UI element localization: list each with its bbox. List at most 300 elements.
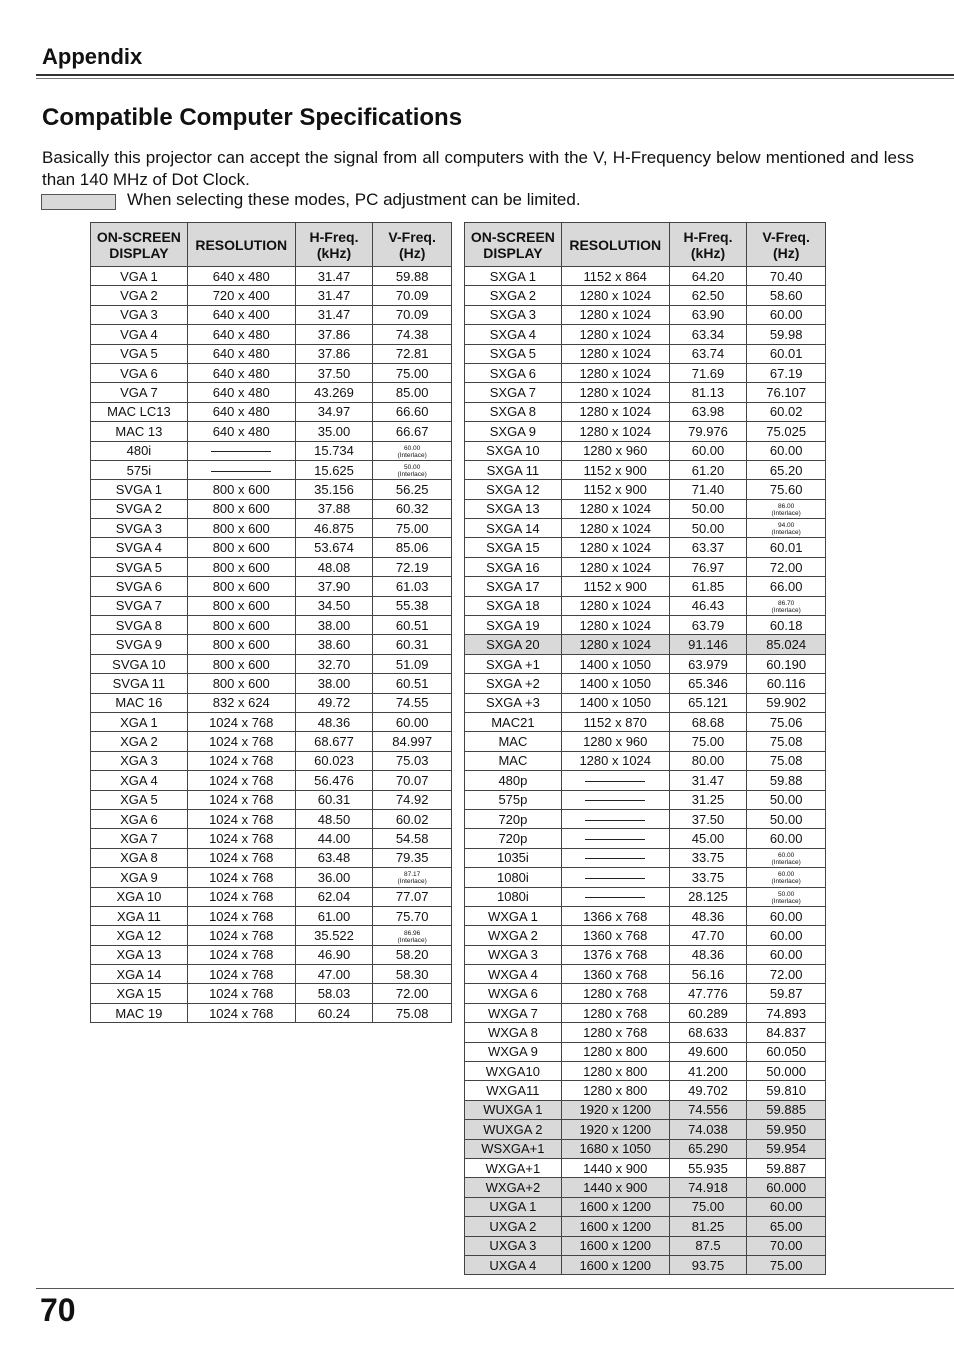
- hfreq-cell: 41.200: [669, 1062, 747, 1081]
- vfreq-cell: 74.92: [373, 790, 452, 809]
- display-cell: WXGA 6: [465, 984, 562, 1003]
- vfreq-cell: [373, 441, 452, 460]
- resolution-cell: [561, 809, 669, 828]
- table-row: [465, 829, 826, 848]
- legend-swatch: [41, 194, 116, 210]
- hfreq-cell: 64.20: [669, 267, 747, 286]
- section-heading: Appendix: [42, 44, 143, 69]
- display-cell: MAC 16: [91, 693, 188, 712]
- display-cell: XGA 3: [91, 751, 188, 770]
- hfreq-cell: 47.776: [669, 984, 747, 1003]
- vfreq-cell: 75.025: [747, 422, 826, 441]
- vfreq-cell: 79.35: [373, 848, 452, 867]
- table-row: [465, 1158, 826, 1177]
- resolution-cell: 1024 x 768: [187, 771, 295, 790]
- hfreq-cell: 48.08: [295, 557, 373, 576]
- display-cell: WXGA11: [465, 1081, 562, 1100]
- display-cell: XGA 12: [91, 926, 188, 945]
- hfreq-cell: 37.50: [669, 809, 747, 828]
- hfreq-cell: 45.00: [669, 829, 747, 848]
- hfreq-cell: 46.43: [669, 596, 747, 615]
- display-cell: 720p: [465, 829, 562, 848]
- hfreq-cell: 53.674: [295, 538, 373, 557]
- table-row: [465, 751, 826, 770]
- display-cell: XGA 14: [91, 965, 188, 984]
- vfreq-cell: 59.810: [747, 1081, 826, 1100]
- table-row: [465, 480, 826, 499]
- hfreq-cell: 44.00: [295, 829, 373, 848]
- table-row: [465, 1236, 826, 1255]
- legend-note: When selecting these modes, PC adjustment can be limited.: [127, 190, 581, 209]
- vfreq-cell: 72.00: [373, 984, 452, 1003]
- hfreq-cell: 60.24: [295, 1003, 373, 1022]
- resolution-cell: 720 x 400: [187, 286, 295, 305]
- hfreq-cell: 63.98: [669, 402, 747, 421]
- hfreq-cell: 68.633: [669, 1023, 747, 1042]
- table-row: [465, 441, 826, 460]
- display-cell: MAC: [465, 751, 562, 770]
- col-header-display: ON-SCREEN DISPLAY: [465, 223, 562, 267]
- resolution-cell: 800 x 600: [187, 557, 295, 576]
- header-rule-thin: [36, 78, 954, 79]
- table-row: [91, 984, 452, 1003]
- hfreq-cell: 63.74: [669, 344, 747, 363]
- resolution-cell: 1366 x 768: [561, 906, 669, 925]
- display-cell: 575p: [465, 790, 562, 809]
- display-cell: XGA 1: [91, 712, 188, 731]
- display-cell: WXGA 1: [465, 906, 562, 925]
- table-row: [465, 674, 826, 693]
- vfreq-cell: 70.00: [747, 1236, 826, 1255]
- resolution-cell: 640 x 480: [187, 402, 295, 421]
- vfreq-cell: 75.00: [373, 363, 452, 382]
- hfreq-cell: 68.68: [669, 712, 747, 731]
- col-header-hfreq: H-Freq. (kHz): [669, 223, 747, 267]
- resolution-cell: 1024 x 768: [187, 732, 295, 751]
- resolution-cell: 1024 x 768: [187, 965, 295, 984]
- vfreq-cell: 65.20: [747, 460, 826, 479]
- col-header-resolution: RESOLUTION: [561, 223, 669, 267]
- display-cell: SXGA 5: [465, 344, 562, 363]
- vfreq-cell: 60.32: [373, 499, 452, 518]
- table-row: [465, 519, 826, 538]
- resolution-cell: [561, 790, 669, 809]
- hfreq-cell: 34.50: [295, 596, 373, 615]
- table-row: [91, 887, 452, 906]
- table-row: [465, 1081, 826, 1100]
- hfreq-cell: 50.00: [669, 499, 747, 518]
- resolution-cell: 1280 x 800: [561, 1062, 669, 1081]
- display-cell: SVGA 9: [91, 635, 188, 654]
- display-cell: XGA 2: [91, 732, 188, 751]
- vfreq-cell: 55.38: [373, 596, 452, 615]
- resolution-cell: [561, 829, 669, 848]
- table-row: [465, 654, 826, 673]
- table-row: [91, 441, 452, 460]
- table-row: [465, 616, 826, 635]
- resolution-cell: [187, 460, 295, 479]
- display-cell: UXGA 3: [465, 1236, 562, 1255]
- vfreq-cell: [747, 848, 826, 867]
- resolution-cell: 1920 x 1200: [561, 1100, 669, 1119]
- vfreq-cell: 59.950: [747, 1120, 826, 1139]
- table-row: [465, 1255, 826, 1274]
- vfreq-cell: 60.190: [747, 654, 826, 673]
- interlace-value: 87.17 (Interlace): [397, 871, 427, 886]
- resolution-cell: 1920 x 1200: [561, 1120, 669, 1139]
- interlace-value: 86.00 (Interlace): [771, 502, 801, 517]
- resolution-cell: 640 x 480: [187, 363, 295, 382]
- table-row: [465, 635, 826, 654]
- resolution-cell: 1280 x 1024: [561, 519, 669, 538]
- table-header-row: [91, 223, 452, 267]
- display-cell: VGA 7: [91, 383, 188, 402]
- table-row: [465, 1042, 826, 1061]
- display-cell: XGA 6: [91, 809, 188, 828]
- display-cell: SVGA 11: [91, 674, 188, 693]
- table-row: [465, 1139, 826, 1158]
- table-row: [91, 809, 452, 828]
- resolution-cell: [187, 441, 295, 460]
- vfreq-cell: 50.00: [747, 790, 826, 809]
- display-cell: SXGA 18: [465, 596, 562, 615]
- display-cell: WXGA 3: [465, 945, 562, 964]
- resolution-cell: 1400 x 1050: [561, 674, 669, 693]
- hfreq-cell: 79.976: [669, 422, 747, 441]
- table-row: [91, 906, 452, 925]
- vfreq-cell: 70.09: [373, 305, 452, 324]
- table-row: [465, 460, 826, 479]
- resolution-cell: 640 x 480: [187, 344, 295, 363]
- resolution-cell: 1024 x 768: [187, 906, 295, 925]
- display-cell: SXGA +1: [465, 654, 562, 673]
- hfreq-cell: 37.86: [295, 325, 373, 344]
- vfreq-cell: 84.997: [373, 732, 452, 751]
- table-row: [465, 1178, 826, 1197]
- table-row: [465, 732, 826, 751]
- table-row: [91, 712, 452, 731]
- table-row: [91, 945, 452, 964]
- vfreq-cell: 60.02: [373, 809, 452, 828]
- display-cell: WXGA 9: [465, 1042, 562, 1061]
- hfreq-cell: 31.47: [295, 267, 373, 286]
- vfreq-cell: 59.887: [747, 1158, 826, 1177]
- vfreq-cell: 60.00: [747, 945, 826, 964]
- table-row: [91, 383, 452, 402]
- display-cell: WXGA 2: [465, 926, 562, 945]
- display-cell: SXGA 20: [465, 635, 562, 654]
- display-cell: 575i: [91, 460, 188, 479]
- resolution-cell: 1024 x 768: [187, 868, 295, 887]
- table-row: [91, 267, 452, 286]
- hfreq-cell: 61.85: [669, 577, 747, 596]
- hfreq-cell: 43.269: [295, 383, 373, 402]
- table-row: [465, 1062, 826, 1081]
- table-row: [91, 771, 452, 790]
- hfreq-cell: 49.702: [669, 1081, 747, 1100]
- display-cell: MAC: [465, 732, 562, 751]
- resolution-cell: 1400 x 1050: [561, 654, 669, 673]
- resolution-cell: 1280 x 1024: [561, 616, 669, 635]
- resolution-cell: 1360 x 768: [561, 926, 669, 945]
- hfreq-cell: 35.156: [295, 480, 373, 499]
- hfreq-cell: 32.70: [295, 654, 373, 673]
- table-row: [465, 984, 826, 1003]
- no-resolution-dash: [585, 781, 645, 782]
- hfreq-cell: 35.00: [295, 422, 373, 441]
- table-row: [465, 557, 826, 576]
- display-cell: SXGA 17: [465, 577, 562, 596]
- hfreq-cell: 87.5: [669, 1236, 747, 1255]
- resolution-cell: 1280 x 768: [561, 984, 669, 1003]
- resolution-cell: 800 x 600: [187, 654, 295, 673]
- hfreq-cell: 48.36: [669, 945, 747, 964]
- vfreq-cell: 59.954: [747, 1139, 826, 1158]
- vfreq-cell: [747, 596, 826, 615]
- table-row: [465, 499, 826, 518]
- vfreq-cell: 74.55: [373, 693, 452, 712]
- resolution-cell: 1280 x 1024: [561, 286, 669, 305]
- table-row: [91, 965, 452, 984]
- table-row: [465, 577, 826, 596]
- vfreq-cell: [747, 519, 826, 538]
- vfreq-cell: 76.107: [747, 383, 826, 402]
- display-cell: WUXGA 2: [465, 1120, 562, 1139]
- display-cell: VGA 4: [91, 325, 188, 344]
- vfreq-cell: 75.00: [747, 1255, 826, 1274]
- vfreq-cell: 70.07: [373, 771, 452, 790]
- table-row: [465, 1197, 826, 1216]
- resolution-cell: 800 x 600: [187, 674, 295, 693]
- display-cell: XGA 10: [91, 887, 188, 906]
- display-cell: SXGA 11: [465, 460, 562, 479]
- display-cell: MAC21: [465, 712, 562, 731]
- hfreq-cell: 61.00: [295, 906, 373, 925]
- vfreq-cell: 60.02: [747, 402, 826, 421]
- vfreq-cell: 72.19: [373, 557, 452, 576]
- display-cell: SVGA 7: [91, 596, 188, 615]
- display-cell: SVGA 5: [91, 557, 188, 576]
- hfreq-cell: 37.90: [295, 577, 373, 596]
- spec-table-right: [464, 222, 826, 1275]
- vfreq-cell: 84.837: [747, 1023, 826, 1042]
- resolution-cell: 640 x 480: [187, 383, 295, 402]
- resolution-cell: 1280 x 1024: [561, 402, 669, 421]
- hfreq-cell: 76.97: [669, 557, 747, 576]
- vfreq-cell: 75.60: [747, 480, 826, 499]
- resolution-cell: 1280 x 1024: [561, 422, 669, 441]
- vfreq-cell: 61.03: [373, 577, 452, 596]
- hfreq-cell: 60.31: [295, 790, 373, 809]
- table-row: [465, 790, 826, 809]
- hfreq-cell: 62.50: [669, 286, 747, 305]
- vfreq-cell: 67.19: [747, 363, 826, 382]
- hfreq-cell: 63.34: [669, 325, 747, 344]
- table-row: [91, 868, 452, 887]
- hfreq-cell: 15.625: [295, 460, 373, 479]
- vfreq-cell: [747, 868, 826, 887]
- table-row: [91, 422, 452, 441]
- hfreq-cell: 48.50: [295, 809, 373, 828]
- resolution-cell: 1280 x 1024: [561, 635, 669, 654]
- resolution-cell: 1024 x 768: [187, 848, 295, 867]
- resolution-cell: 1152 x 900: [561, 577, 669, 596]
- display-cell: SXGA 2: [465, 286, 562, 305]
- hfreq-cell: 80.00: [669, 751, 747, 770]
- hfreq-cell: 63.79: [669, 616, 747, 635]
- display-cell: VGA 5: [91, 344, 188, 363]
- table-row: [91, 635, 452, 654]
- hfreq-cell: 34.97: [295, 402, 373, 421]
- hfreq-cell: 74.918: [669, 1178, 747, 1197]
- resolution-cell: 1600 x 1200: [561, 1217, 669, 1236]
- display-cell: SVGA 6: [91, 577, 188, 596]
- vfreq-cell: [373, 868, 452, 887]
- hfreq-cell: 60.289: [669, 1003, 747, 1022]
- display-cell: SXGA 13: [465, 499, 562, 518]
- hfreq-cell: 38.60: [295, 635, 373, 654]
- display-cell: WXGA10: [465, 1062, 562, 1081]
- hfreq-cell: 31.47: [669, 771, 747, 790]
- resolution-cell: 800 x 600: [187, 538, 295, 557]
- resolution-cell: 800 x 600: [187, 499, 295, 518]
- resolution-cell: 1280 x 1024: [561, 596, 669, 615]
- no-resolution-dash: [585, 839, 645, 840]
- hfreq-cell: 33.75: [669, 848, 747, 867]
- display-cell: UXGA 1: [465, 1197, 562, 1216]
- display-cell: SVGA 3: [91, 519, 188, 538]
- resolution-cell: 1024 x 768: [187, 829, 295, 848]
- table-row: [465, 1023, 826, 1042]
- table-row: [465, 325, 826, 344]
- hfreq-cell: 63.37: [669, 538, 747, 557]
- vfreq-cell: 60.31: [373, 635, 452, 654]
- vfreq-cell: 56.25: [373, 480, 452, 499]
- table-row: [91, 460, 452, 479]
- page-number: 70: [40, 1292, 76, 1328]
- hfreq-cell: 49.600: [669, 1042, 747, 1061]
- interlace-value: 50.00 (Interlace): [397, 464, 427, 479]
- hfreq-cell: 63.979: [669, 654, 747, 673]
- table-row: [465, 926, 826, 945]
- vfreq-cell: 66.00: [747, 577, 826, 596]
- display-cell: XGA 7: [91, 829, 188, 848]
- resolution-cell: 1280 x 1024: [561, 325, 669, 344]
- no-resolution-dash: [585, 820, 645, 821]
- display-cell: SXGA 1: [465, 267, 562, 286]
- vfreq-cell: 74.893: [747, 1003, 826, 1022]
- resolution-cell: 1280 x 1024: [561, 305, 669, 324]
- table-row: [91, 693, 452, 712]
- table-row: [91, 616, 452, 635]
- table-row: [465, 712, 826, 731]
- col-header-vfreq: V-Freq. (Hz): [747, 223, 826, 267]
- vfreq-cell: 59.88: [373, 267, 452, 286]
- display-cell: WXGA 7: [465, 1003, 562, 1022]
- hfreq-cell: 37.88: [295, 499, 373, 518]
- hfreq-cell: 60.00: [669, 441, 747, 460]
- table-row: [465, 1003, 826, 1022]
- hfreq-cell: 65.346: [669, 674, 747, 693]
- display-cell: SXGA 15: [465, 538, 562, 557]
- hfreq-cell: 36.00: [295, 868, 373, 887]
- table-header-row: [465, 223, 826, 267]
- display-cell: 1035i: [465, 848, 562, 867]
- hfreq-cell: 49.72: [295, 693, 373, 712]
- hfreq-cell: 38.00: [295, 616, 373, 635]
- display-cell: MAC 13: [91, 422, 188, 441]
- display-cell: 480i: [91, 441, 188, 460]
- page-title: Compatible Computer Specifications: [42, 104, 463, 131]
- hfreq-cell: 71.69: [669, 363, 747, 382]
- display-cell: SXGA +2: [465, 674, 562, 693]
- hfreq-cell: 74.038: [669, 1120, 747, 1139]
- vfreq-cell: 60.00: [747, 305, 826, 324]
- resolution-cell: 1600 x 1200: [561, 1255, 669, 1274]
- table-row: [465, 1120, 826, 1139]
- vfreq-cell: 58.60: [747, 286, 826, 305]
- hfreq-cell: 68.677: [295, 732, 373, 751]
- table-row: [465, 402, 826, 421]
- display-cell: 480p: [465, 771, 562, 790]
- resolution-cell: [561, 887, 669, 906]
- hfreq-cell: 65.121: [669, 693, 747, 712]
- vfreq-cell: 50.000: [747, 1062, 826, 1081]
- hfreq-cell: 74.556: [669, 1100, 747, 1119]
- resolution-cell: 1280 x 1024: [561, 499, 669, 518]
- vfreq-cell: 75.00: [373, 519, 452, 538]
- hfreq-cell: 47.70: [669, 926, 747, 945]
- table-row: [465, 538, 826, 557]
- vfreq-cell: 50.00: [747, 809, 826, 828]
- vfreq-cell: 60.00: [747, 829, 826, 848]
- resolution-cell: 1376 x 768: [561, 945, 669, 964]
- display-cell: XGA 13: [91, 945, 188, 964]
- vfreq-cell: 75.70: [373, 906, 452, 925]
- col-header-hfreq: H-Freq. (kHz): [295, 223, 373, 267]
- table-row: [91, 926, 452, 945]
- resolution-cell: 1280 x 960: [561, 441, 669, 460]
- vfreq-cell: 75.08: [373, 1003, 452, 1022]
- resolution-cell: 800 x 600: [187, 577, 295, 596]
- hfreq-cell: 81.25: [669, 1217, 747, 1236]
- hfreq-cell: 33.75: [669, 868, 747, 887]
- hfreq-cell: 47.00: [295, 965, 373, 984]
- resolution-cell: 1280 x 1024: [561, 344, 669, 363]
- display-cell: WXGA+2: [465, 1178, 562, 1197]
- resolution-cell: 1280 x 800: [561, 1042, 669, 1061]
- display-cell: SXGA 14: [465, 519, 562, 538]
- table-row: [465, 906, 826, 925]
- display-cell: MAC LC13: [91, 402, 188, 421]
- vfreq-cell: 60.00: [747, 1197, 826, 1216]
- vfreq-cell: [747, 499, 826, 518]
- resolution-cell: 1280 x 768: [561, 1003, 669, 1022]
- display-cell: MAC 19: [91, 1003, 188, 1022]
- vfreq-cell: 66.67: [373, 422, 452, 441]
- resolution-cell: 1680 x 1050: [561, 1139, 669, 1158]
- vfreq-cell: 70.09: [373, 286, 452, 305]
- table-row: [465, 305, 826, 324]
- table-row: [465, 596, 826, 615]
- resolution-cell: 1600 x 1200: [561, 1236, 669, 1255]
- display-cell: SXGA 19: [465, 616, 562, 635]
- resolution-cell: 640 x 480: [187, 325, 295, 344]
- table-row: [91, 480, 452, 499]
- hfreq-cell: 38.00: [295, 674, 373, 693]
- table-row: [91, 305, 452, 324]
- resolution-cell: 800 x 600: [187, 480, 295, 499]
